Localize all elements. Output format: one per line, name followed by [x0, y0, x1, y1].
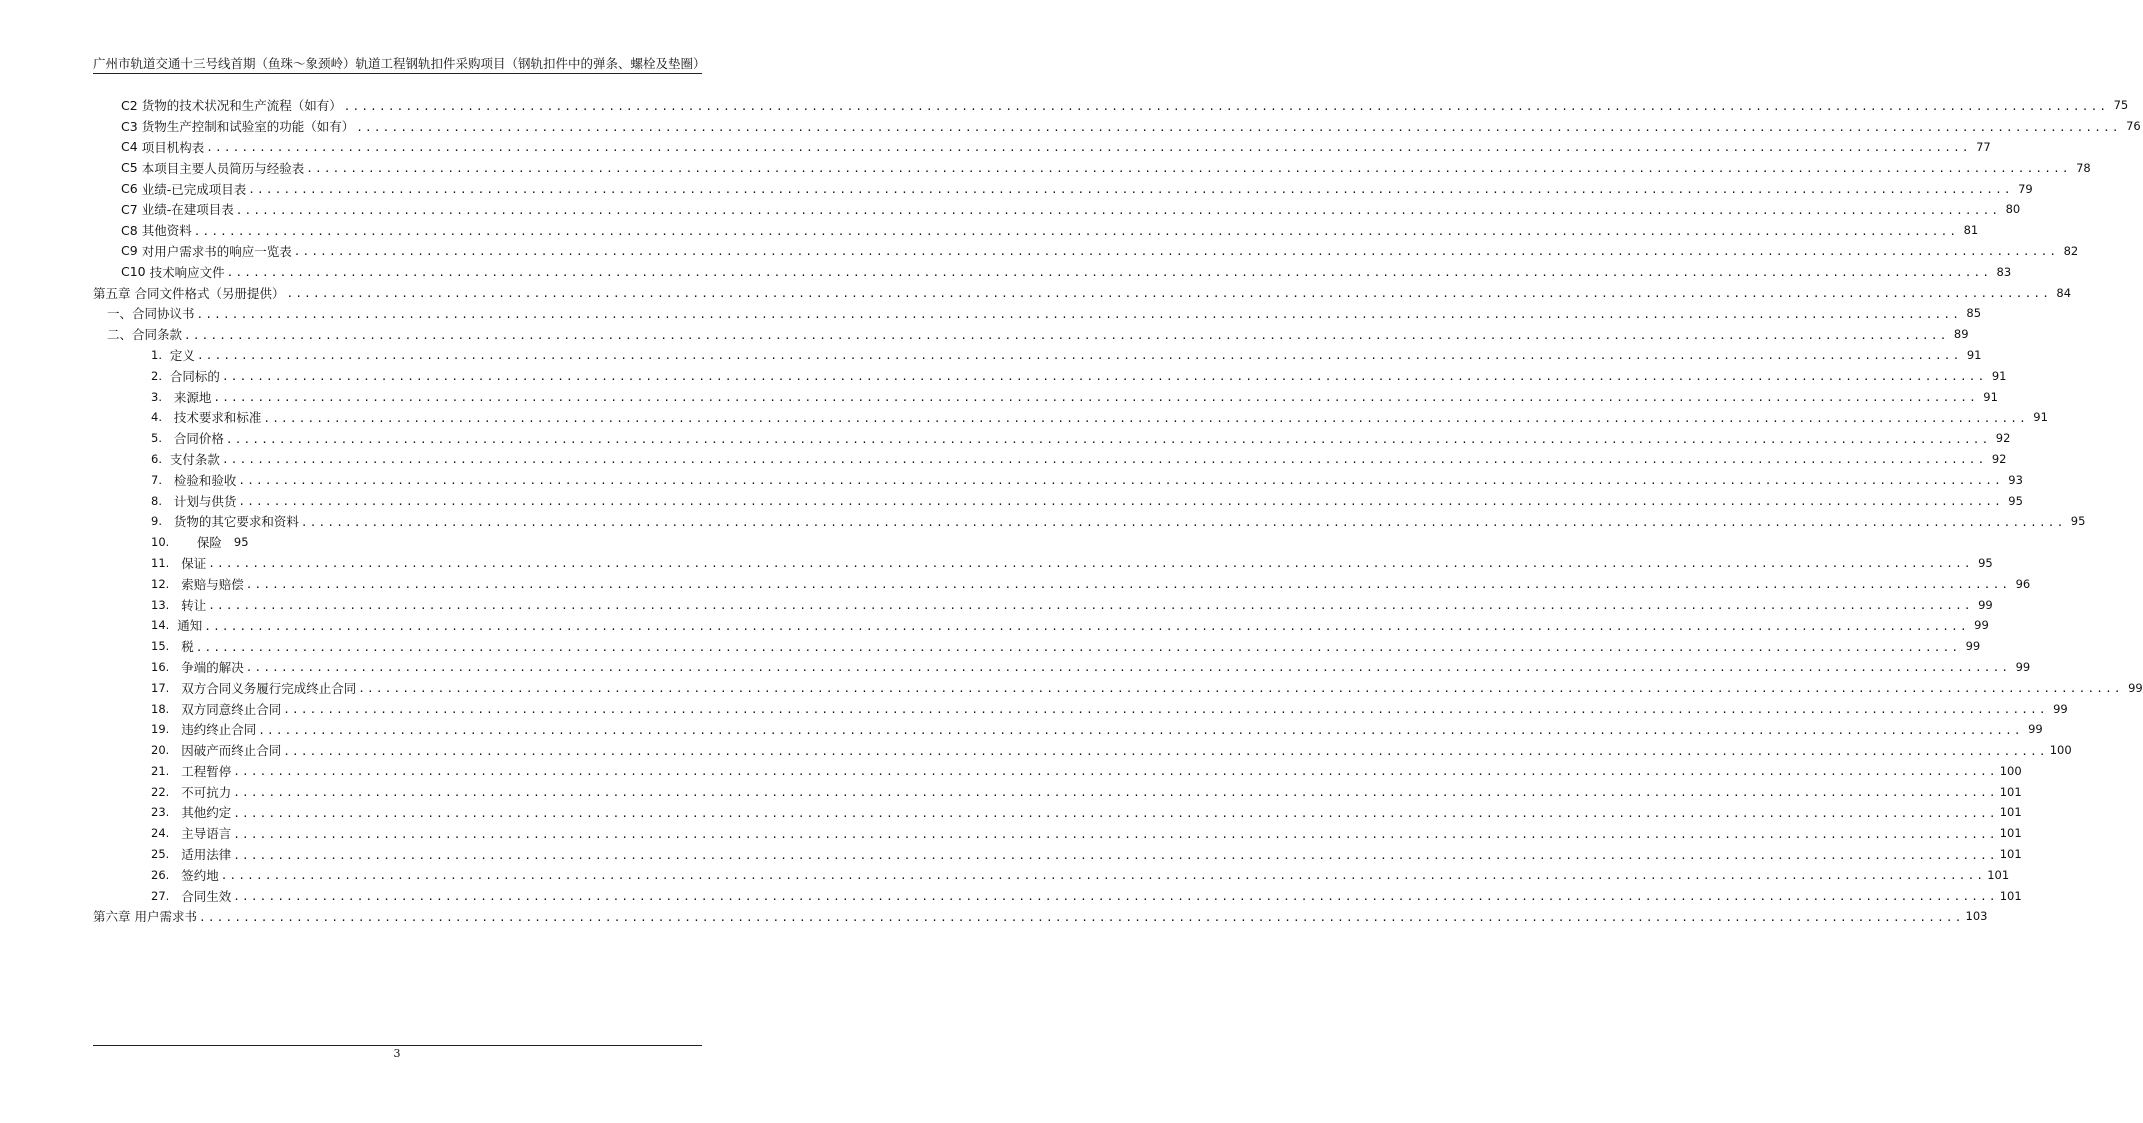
toc-entry[interactable] — [93, 885, 2022, 906]
toc-entry[interactable] — [93, 345, 1982, 366]
toc-entry-title: 工程暂停 — [169, 763, 232, 779]
toc-entry-page: 99 — [2015, 659, 2031, 674]
toc-entry-page: 99 — [2028, 722, 2043, 737]
toc-entry[interactable] — [93, 573, 2031, 594]
toc-entry[interactable] — [93, 781, 2022, 802]
toc-entry-page: 101 — [1999, 784, 2022, 799]
toc-entry-page: 99 — [1965, 639, 1981, 654]
toc-entry-number: 10. — [151, 535, 170, 550]
toc-entry-title: 双方合同义务履行完成终止合同 — [169, 680, 357, 696]
toc-entry-title: 计划与供货 — [161, 493, 237, 509]
dot-leader: ........................................................................................................................................................................................................ — [233, 765, 1998, 779]
toc-entry-page: 100 — [1999, 763, 2022, 778]
toc-entry[interactable] — [93, 137, 1991, 158]
dot-leader: ........................................................................................................................................................................................................ — [343, 99, 2109, 113]
header-divider — [93, 73, 702, 74]
toc-entry-title: 签约地 — [169, 867, 219, 883]
dot-leader: ........................................................................................................................................................................................................ — [221, 453, 1987, 467]
toc-entry-title: 用户需求书 — [134, 909, 198, 925]
toc-entry-number: 9. — [151, 514, 162, 529]
toc-entry-number: 15. — [151, 639, 170, 654]
toc-entry-number: 26. — [151, 867, 170, 882]
toc-entry[interactable] — [93, 282, 2072, 303]
dot-leader: ........................................................................................................................................................................................................ — [238, 474, 2003, 488]
toc-entry[interactable] — [93, 864, 2010, 885]
dot-leader: ........................................................................................................................................................................................................ — [235, 203, 2001, 217]
dot-leader: ........................................................................................................................................................................................................ — [196, 349, 1962, 363]
toc-entry-title: 索赔与赔偿 — [169, 576, 244, 592]
toc-entry-page: 101 — [1999, 826, 2022, 841]
dot-leader: ........................................................................................................................................................................................................ — [196, 307, 1962, 321]
toc-entry-page: 91 — [1991, 368, 2007, 383]
toc-entry-number: 14. — [151, 618, 170, 633]
toc-entry-number: C4 — [121, 139, 138, 155]
dot-leader: ........................................................................................................................................................................................................ — [233, 786, 1998, 800]
toc-entry-page: 95 — [233, 535, 249, 550]
toc-entry-page: 99 — [2053, 701, 2068, 716]
toc-entry-title: 业绩-已完成项目表 — [141, 181, 247, 197]
toc-entry-title: 合同生效 — [169, 888, 232, 904]
toc-entry-title: 业绩-在建项目表 — [141, 202, 234, 218]
toc-entry-number: 23. — [151, 805, 170, 820]
toc-entry-title: 争端的解决 — [169, 659, 244, 675]
toc-entry[interactable] — [93, 823, 2022, 844]
toc-entry-number: C8 — [121, 222, 138, 238]
dot-leader: ........................................................................................................................................................................................................ — [233, 827, 1998, 841]
toc-entry-title: 货物生产控制和试验室的功能（如有） — [141, 119, 355, 135]
dot-leader: ........................................................................................................................................................................................................ — [263, 411, 2028, 425]
dot-leader: ........................................................................................................................................................................................................ — [245, 661, 2011, 675]
toc-entry-page: 99 — [1974, 618, 1989, 633]
dot-leader: ........................................................................................................................................................................................................ — [208, 599, 1973, 613]
toc-entry[interactable] — [93, 261, 2012, 282]
toc-entry-page: 92 — [1991, 451, 2007, 466]
toc-entry[interactable] — [93, 469, 2023, 490]
dot-leader: ........................................................................................................................................................................................................ — [245, 578, 2011, 592]
toc-entry-number: C6 — [121, 181, 138, 197]
dot-leader: ........................................................................................................................................................................................................ — [184, 328, 1949, 342]
toc-entry-title: 检验和验收 — [161, 472, 237, 488]
toc-entry-number: 5. — [151, 431, 162, 446]
toc-entry[interactable] — [93, 802, 2022, 823]
toc-entry[interactable] — [93, 511, 2086, 532]
toc-entry-number: 24. — [151, 826, 170, 841]
toc-entry[interactable] — [93, 532, 702, 553]
toc-entry-title: 因破产而终止合同 — [169, 743, 282, 759]
toc-entry-page: 96 — [2015, 576, 2031, 591]
toc-entry[interactable] — [93, 220, 1979, 241]
dot-leader: ........................................................................................................................................................................................................ — [283, 744, 2048, 758]
toc-entry[interactable] — [93, 199, 2021, 220]
dot-leader: ........................................................................................................................................................................................................ — [221, 370, 1987, 384]
toc-entry-title: 保险 — [185, 535, 222, 551]
toc-entry[interactable] — [93, 449, 2007, 470]
dot-leader: ........................................................................................................................................................................................................ — [283, 703, 2048, 716]
toc-entry-number: 第五章 — [93, 285, 131, 301]
toc-entry-page: 79 — [2018, 181, 2033, 196]
toc-entry[interactable] — [93, 553, 1993, 574]
toc-entry-page: 92 — [1995, 431, 2011, 446]
toc-entry-number: C7 — [121, 201, 138, 217]
toc-entry-page: 99 — [1978, 597, 1993, 612]
toc-entry-title: 二、合同条款 — [107, 327, 183, 343]
toc-entry-title: 定义 — [161, 347, 195, 363]
toc-entry-number: C3 — [121, 118, 138, 134]
toc-entry-page: 100 — [2049, 743, 2072, 758]
toc-entry-page: 101 — [1999, 888, 2022, 903]
toc-entry-number: 17. — [151, 680, 170, 695]
dot-leader: ........................................................................................................................................................................................................ — [300, 515, 2066, 529]
toc-entry-title: 合同价格 — [161, 431, 224, 447]
toc-entry[interactable] — [93, 844, 2022, 865]
dot-leader: ........................................................................................................................................................................................................ — [233, 806, 1998, 820]
toc-entry-number: 2. — [151, 368, 162, 383]
dot-leader: ........................................................................................................................................................................................................ — [220, 869, 1986, 883]
toc-entry[interactable] — [93, 178, 2033, 199]
dot-leader: ........................................................................................................................................................................................................ — [286, 287, 2052, 301]
toc-entry-page: 78 — [2076, 160, 2091, 175]
toc-entry-page: 101 — [1987, 867, 2010, 882]
toc-entry-title: 税 — [169, 639, 194, 655]
toc-entry-page: 76 — [2126, 119, 2141, 134]
toc-entry-title: 双方同意终止合同 — [169, 701, 282, 717]
toc-entry-page: 85 — [1966, 306, 1982, 321]
toc-entry-page: 75 — [2113, 98, 2129, 113]
toc-entry[interactable] — [93, 95, 2129, 116]
toc-entry[interactable] — [93, 116, 2141, 137]
toc-entry-page: 101 — [1999, 805, 2022, 820]
toc-entry-number: 25. — [151, 847, 170, 862]
toc-entry-number: 7. — [151, 472, 162, 487]
toc-entry[interactable] — [93, 677, 2143, 698]
toc-entry[interactable] — [93, 594, 1993, 615]
toc-entry-title: 合同标的 — [161, 368, 220, 384]
toc-entry-page: 95 — [1978, 555, 1993, 570]
toc-entry-title: 其他约定 — [169, 805, 232, 821]
dot-leader: ........................................................................................................................................................................................................ — [208, 557, 1973, 571]
toc-entry-title: 不可抗力 — [169, 784, 232, 800]
dot-leader: ........................................................................................................................................................................................................ — [248, 183, 2013, 197]
toc-entry[interactable] — [93, 761, 2022, 782]
toc-entry[interactable] — [93, 428, 2011, 449]
footer-divider — [93, 1045, 702, 1046]
toc-entry-number: 6. — [151, 451, 162, 466]
toc-entry-title: 保证 — [169, 555, 207, 571]
toc-entry[interactable] — [93, 157, 2091, 178]
toc-entry-title: 主导语言 — [169, 826, 232, 842]
toc-entry[interactable] — [93, 407, 2048, 428]
toc-entry[interactable] — [93, 719, 2043, 740]
toc-entry[interactable] — [93, 303, 1982, 324]
toc-entry-number: 4. — [151, 410, 162, 425]
toc-entry-page: 82 — [2063, 243, 2079, 258]
dot-leader: ........................................................................................................................................................................................................ — [356, 120, 2121, 134]
page-header-title: 广州市轨道交通十三号线首期（鱼珠～象颈岭）轨道工程钢轨扣件采购项目（钢轨扣件中的弹条、螺栓及垫圈） — [93, 56, 706, 71]
toc-entry-title: 适用法律 — [169, 847, 232, 863]
dot-leader: ........................................................................................................................................................................................................ — [213, 391, 1978, 405]
dot-leader: ........................................................................................................................................................................................................ — [195, 640, 1961, 654]
toc-entry-page: 95 — [2070, 514, 2086, 529]
toc-entry-title: 合同文件格式（另册提供） — [134, 285, 285, 301]
toc-entry-title: 其他资料 — [141, 223, 192, 239]
toc-entry-number: C10 — [121, 264, 146, 280]
dot-leader: ........................................................................................................................................................................................................ — [293, 245, 2059, 259]
toc-entry-title: 技术要求和标准 — [161, 410, 262, 426]
toc-entry-title: 货物的其它要求和资料 — [161, 514, 299, 530]
toc-entry-number: C9 — [121, 243, 138, 259]
toc-entry-title: 技术响应文件 — [149, 264, 225, 280]
toc-entry-page: 83 — [1996, 264, 2012, 279]
toc-entry-number: 19. — [151, 722, 170, 737]
toc-entry-page: 81 — [1963, 223, 1979, 238]
toc-entry-page: 103 — [1965, 909, 1988, 924]
toc-entry-number: 21. — [151, 763, 170, 778]
toc-entry-page: 93 — [2008, 472, 2023, 487]
toc-entry-number: 8. — [151, 493, 162, 508]
toc-entry-number: 12. — [151, 576, 170, 591]
toc-entry[interactable] — [93, 698, 2068, 719]
toc-entry-number: C2 — [121, 97, 138, 113]
toc-entry-title: 通知 — [169, 618, 203, 634]
toc-entry-number: 13. — [151, 597, 170, 612]
toc-entry-page: 80 — [2005, 202, 2021, 217]
toc-entry-page: 89 — [1953, 327, 1969, 342]
dot-leader: ........................................................................................................................................................................................................ — [233, 848, 1998, 862]
toc-entry-number: 第六章 — [93, 909, 131, 925]
dot-leader: ........................................................................................................................................................................................................ — [193, 224, 1959, 238]
dot-leader: ........................................................................................................................................................................................................ — [238, 495, 2003, 509]
dot-leader: ........................................................................................................................................................................................................ — [199, 910, 1964, 924]
toc-entry[interactable] — [93, 241, 2079, 262]
toc-entry-page: 91 — [1966, 347, 1982, 362]
toc-entry-title: 转让 — [169, 597, 207, 613]
toc-entry-page: 91 — [2033, 410, 2048, 425]
toc-entry[interactable] — [93, 636, 1981, 657]
toc-entry[interactable] — [93, 615, 1989, 636]
toc-entry-title: 货物的技术状况和生产流程（如有） — [141, 98, 342, 114]
toc-entry-page: 77 — [1976, 139, 1991, 154]
toc-entry-number: 16. — [151, 659, 170, 674]
toc-entry-title: 来源地 — [161, 389, 212, 405]
toc-entry[interactable] — [93, 657, 2031, 678]
toc-entry-number: 27. — [151, 888, 170, 903]
toc-entry-page: 91 — [1983, 389, 1998, 404]
toc-entry-number: 11. — [151, 555, 170, 570]
toc-entry-title: 本项目主要人员简历与经验表 — [141, 160, 305, 176]
toc-entry-page: 101 — [1999, 847, 2022, 862]
toc-entry[interactable] — [93, 365, 2007, 386]
toc-entry-number: 18. — [151, 701, 170, 716]
toc-entry[interactable] — [93, 386, 1998, 407]
toc-entry[interactable] — [93, 324, 1969, 345]
toc-entry-number: 22. — [151, 784, 170, 799]
toc-entry-title: 违约终止合同 — [169, 722, 257, 738]
toc-entry-title: 项目机构表 — [141, 139, 205, 155]
dot-leader: ........................................................................................................................................................................................................ — [226, 266, 1992, 280]
toc-entry[interactable] — [93, 740, 2072, 761]
toc-entry-page: 95 — [2008, 493, 2023, 508]
dot-leader: ........................................................................................................................................................................................................ — [358, 682, 2123, 696]
toc-entry[interactable] — [93, 906, 1988, 927]
dot-leader: ........................................................................................................................................................................................................ — [204, 619, 1969, 633]
dot-leader: ........................................................................................................................................................................................................ — [225, 432, 1991, 446]
toc-entry-page: 84 — [2056, 285, 2072, 300]
dot-leader: ........................................................................................................................................................................................................ — [206, 141, 1971, 155]
page-number: 3 — [393, 1047, 401, 1060]
toc-entry-title: 对用户需求书的响应一览表 — [141, 243, 292, 259]
toc-entry-number: 20. — [151, 743, 170, 758]
toc-entry-title: 一、合同协议书 — [107, 306, 195, 322]
toc-entry-number: 1. — [151, 347, 162, 362]
dot-leader: ........................................................................................................................................................................................................ — [306, 162, 2071, 176]
toc-entry[interactable] — [93, 490, 2023, 511]
toc-entry-title: 支付条款 — [161, 451, 220, 467]
dot-leader: ........................................................................................................................................................................................................ — [233, 890, 1998, 904]
toc-entry-number: 3. — [151, 389, 162, 404]
table-of-contents — [93, 95, 2143, 927]
toc-entry-number: C5 — [121, 160, 138, 176]
toc-entry-page: 99 — [2128, 680, 2143, 695]
dot-leader: ........................................................................................................................................................................................................ — [258, 723, 2023, 737]
